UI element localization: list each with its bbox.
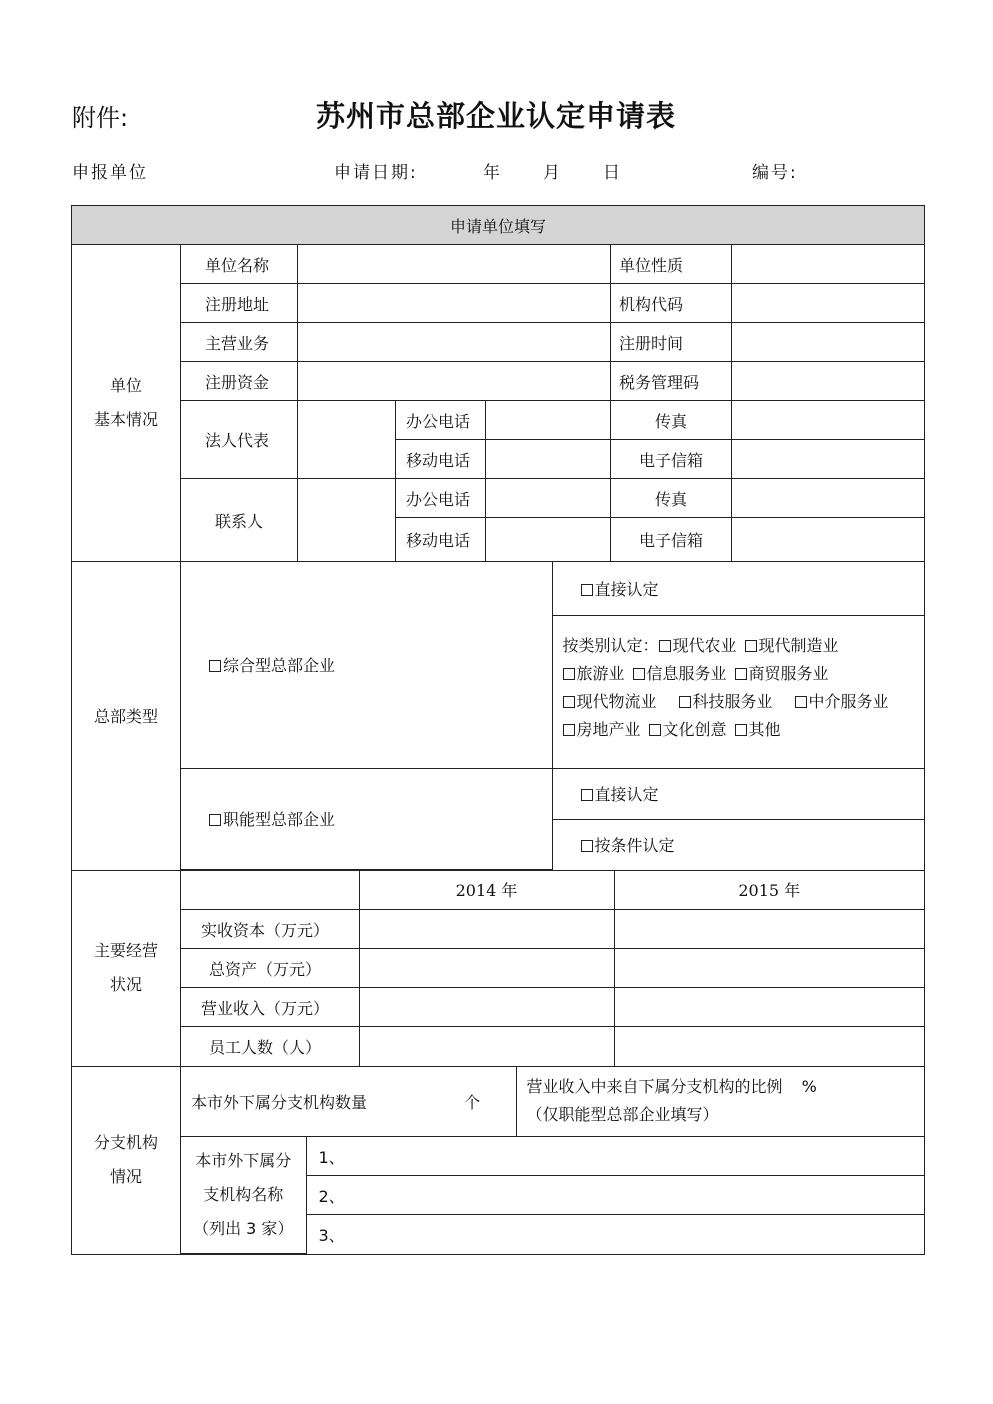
contact-office-phone-label: 办公电话 (396, 479, 486, 518)
reg-address-field[interactable] (298, 284, 611, 323)
reg-address-label: 注册地址 (181, 284, 298, 323)
branch-ratio-note: （仅职能型总部企业填写） (526, 1105, 719, 1125)
legal-mobile-phone-label: 移动电话 (396, 440, 486, 479)
tax-code-label: 税务管理码 (611, 362, 732, 401)
cat-checkbox-tourism[interactable] (563, 668, 575, 680)
reg-time-label: 注册时间 (611, 323, 732, 362)
branch-item-2: 2、 (318, 1186, 345, 1206)
paid-capital-label: 实收资本（万元） (181, 910, 359, 949)
org-code-field[interactable] (732, 284, 925, 323)
contact-email-label: 电子信箱 (611, 518, 732, 562)
legal-fax-label: 传真 (611, 401, 732, 440)
basic-label-line1: 单位 (109, 376, 142, 395)
branches-label-line2: 情况 (109, 1167, 142, 1187)
cat-creative: 文化创意 (662, 719, 727, 739)
employees-2015-field[interactable] (614, 1027, 924, 1066)
cat-trade-service: 商贸服务业 (748, 663, 829, 683)
employees-2014-field[interactable] (359, 1027, 614, 1066)
functional-direct-label: 直接认定 (594, 785, 659, 804)
cat-info-service: 信息服务业 (646, 663, 727, 683)
legal-rep-field[interactable] (298, 401, 396, 479)
contact-field[interactable] (298, 479, 396, 562)
contact-office-phone-field[interactable] (486, 479, 611, 518)
functional-condition-checkbox[interactable] (581, 840, 593, 852)
hq-type-table (181, 562, 924, 870)
operations-corner-cell (181, 871, 359, 910)
operations-table (181, 871, 924, 1066)
cat-checkbox-agency-service[interactable] (795, 696, 807, 708)
branch-count-label: 本市外下属分支机构数量 (191, 1092, 368, 1112)
category-options (552, 615, 924, 768)
branch-count-unit: 个 (464, 1092, 481, 1112)
applicant-label: 申报单位 (72, 163, 148, 183)
contact-mobile-phone-label: 移动电话 (396, 518, 486, 562)
cat-manufacturing: 现代制造业 (758, 635, 839, 655)
legal-email-field[interactable] (732, 440, 925, 479)
basic-label-line2: 基本情况 (93, 410, 158, 429)
month-label: 月 (543, 163, 562, 183)
by-category-label: 按类别认定： (562, 635, 659, 655)
cat-checkbox-real-estate[interactable] (563, 724, 575, 736)
date-label: 申请日期: (334, 163, 418, 183)
main-business-label: 主营业务 (181, 323, 298, 362)
section-header: 申请单位填写 (72, 206, 925, 245)
contact-fax-label: 传真 (611, 479, 732, 518)
legal-office-phone-label: 办公电话 (396, 401, 486, 440)
comprehensive-direct-label: 直接认定 (594, 579, 659, 599)
year-label: 年 (483, 163, 502, 183)
unit-name-field[interactable] (298, 245, 611, 284)
hq-type-label: 总部类型 (72, 562, 181, 871)
functional-condition-label: 按条件认定 (594, 835, 675, 855)
comprehensive-checkbox[interactable] (209, 660, 221, 672)
cat-checkbox-manufacturing[interactable] (745, 640, 757, 652)
cat-checkbox-info-service[interactable] (633, 668, 645, 680)
cat-tech-service: 科技服务业 (692, 691, 773, 711)
operations-label-line2: 状况 (109, 975, 142, 994)
branch-ratio-cell[interactable] (516, 1067, 924, 1137)
legal-office-phone-field[interactable] (486, 401, 611, 440)
branch-ratio-label: 营业收入中来自下属分支机构的比例 (526, 1077, 783, 1097)
branch-names-line3: （列出 3 家） (193, 1219, 294, 1238)
paid-capital-2014-field[interactable] (359, 910, 614, 949)
cat-real-estate: 房地产业 (576, 719, 641, 739)
main-business-field[interactable] (298, 323, 611, 362)
number-label: 编号: (752, 163, 798, 183)
contact-label: 联系人 (181, 479, 298, 562)
employees-label: 员工人数（人） (181, 1027, 359, 1066)
attachment-label: 附件: (72, 104, 129, 132)
cat-other: 其他 (748, 719, 781, 739)
revenue-2015-field[interactable] (614, 988, 924, 1027)
cat-checkbox-agriculture[interactable] (659, 640, 671, 652)
paid-capital-2015-field[interactable] (614, 910, 924, 949)
reg-capital-field[interactable] (298, 362, 611, 401)
revenue-2014-field[interactable] (359, 988, 614, 1027)
comprehensive-direct-checkbox[interactable] (581, 584, 593, 596)
branch-names-line1: 本市外下属分 (195, 1151, 292, 1170)
reg-time-field[interactable] (732, 323, 925, 362)
operations-group-label (72, 870, 181, 1066)
branch-names-line2: 支机构名称 (203, 1185, 284, 1204)
cat-tourism: 旅游业 (576, 663, 625, 683)
operations-label-line1: 主要经营 (93, 941, 158, 960)
cat-logistics: 现代物流业 (576, 691, 657, 711)
cat-checkbox-creative[interactable] (649, 724, 661, 736)
form-title: 苏州市总部企业认定申请表 (316, 99, 677, 133)
branch-ratio-unit: % (801, 1077, 817, 1097)
branch-names-label (181, 1137, 306, 1254)
contact-email-field[interactable] (732, 518, 925, 562)
cat-checkbox-logistics[interactable] (563, 696, 575, 708)
unit-nature-label: 单位性质 (611, 245, 732, 284)
revenue-label: 营业收入（万元） (181, 988, 359, 1027)
cat-checkbox-other[interactable] (735, 724, 747, 736)
total-assets-label: 总资产（万元） (181, 949, 359, 988)
branches-label-line1: 分支机构 (93, 1133, 158, 1153)
cat-checkbox-tech-service[interactable] (679, 696, 691, 708)
branches-group-label (72, 1066, 181, 1255)
application-form-table (71, 205, 925, 1255)
tax-code-field[interactable] (732, 362, 925, 401)
branch-count-cell[interactable] (181, 1067, 516, 1137)
legal-rep-label: 法人代表 (181, 401, 298, 479)
branches-table (181, 1067, 924, 1255)
cat-agency-service: 中介服务业 (808, 691, 889, 711)
year-2014-header: 2014 年 (359, 871, 614, 910)
legal-mobile-phone-field[interactable] (486, 440, 611, 479)
functional-direct-checkbox[interactable] (581, 789, 593, 801)
basic-info-group-label (72, 245, 181, 562)
unit-nature-field[interactable] (732, 245, 925, 284)
day-label: 日 (603, 163, 622, 183)
branch-item-1: 1、 (318, 1147, 345, 1167)
total-assets-2015-field[interactable] (614, 949, 924, 988)
unit-name-label: 单位名称 (181, 245, 298, 284)
year-2015-header: 2015 年 (614, 871, 924, 910)
legal-fax-field[interactable] (732, 401, 925, 440)
branch-name-field-1[interactable] (306, 1137, 924, 1176)
total-assets-2014-field[interactable] (359, 949, 614, 988)
functional-checkbox[interactable] (209, 814, 221, 826)
cat-checkbox-trade-service[interactable] (735, 668, 747, 680)
legal-email-label: 电子信箱 (611, 440, 732, 479)
org-code-label: 机构代码 (611, 284, 732, 323)
branch-name-field-3[interactable] (306, 1215, 924, 1254)
comprehensive-label: 综合型总部企业 (223, 656, 336, 676)
contact-mobile-phone-field[interactable] (486, 518, 611, 562)
branch-name-field-2[interactable] (306, 1176, 924, 1215)
branch-item-3: 3、 (318, 1225, 345, 1245)
contact-fax-field[interactable] (732, 479, 925, 518)
reg-capital-label: 注册资金 (181, 362, 298, 401)
cat-agriculture: 现代农业 (672, 635, 737, 655)
functional-label: 职能型总部企业 (223, 810, 336, 829)
